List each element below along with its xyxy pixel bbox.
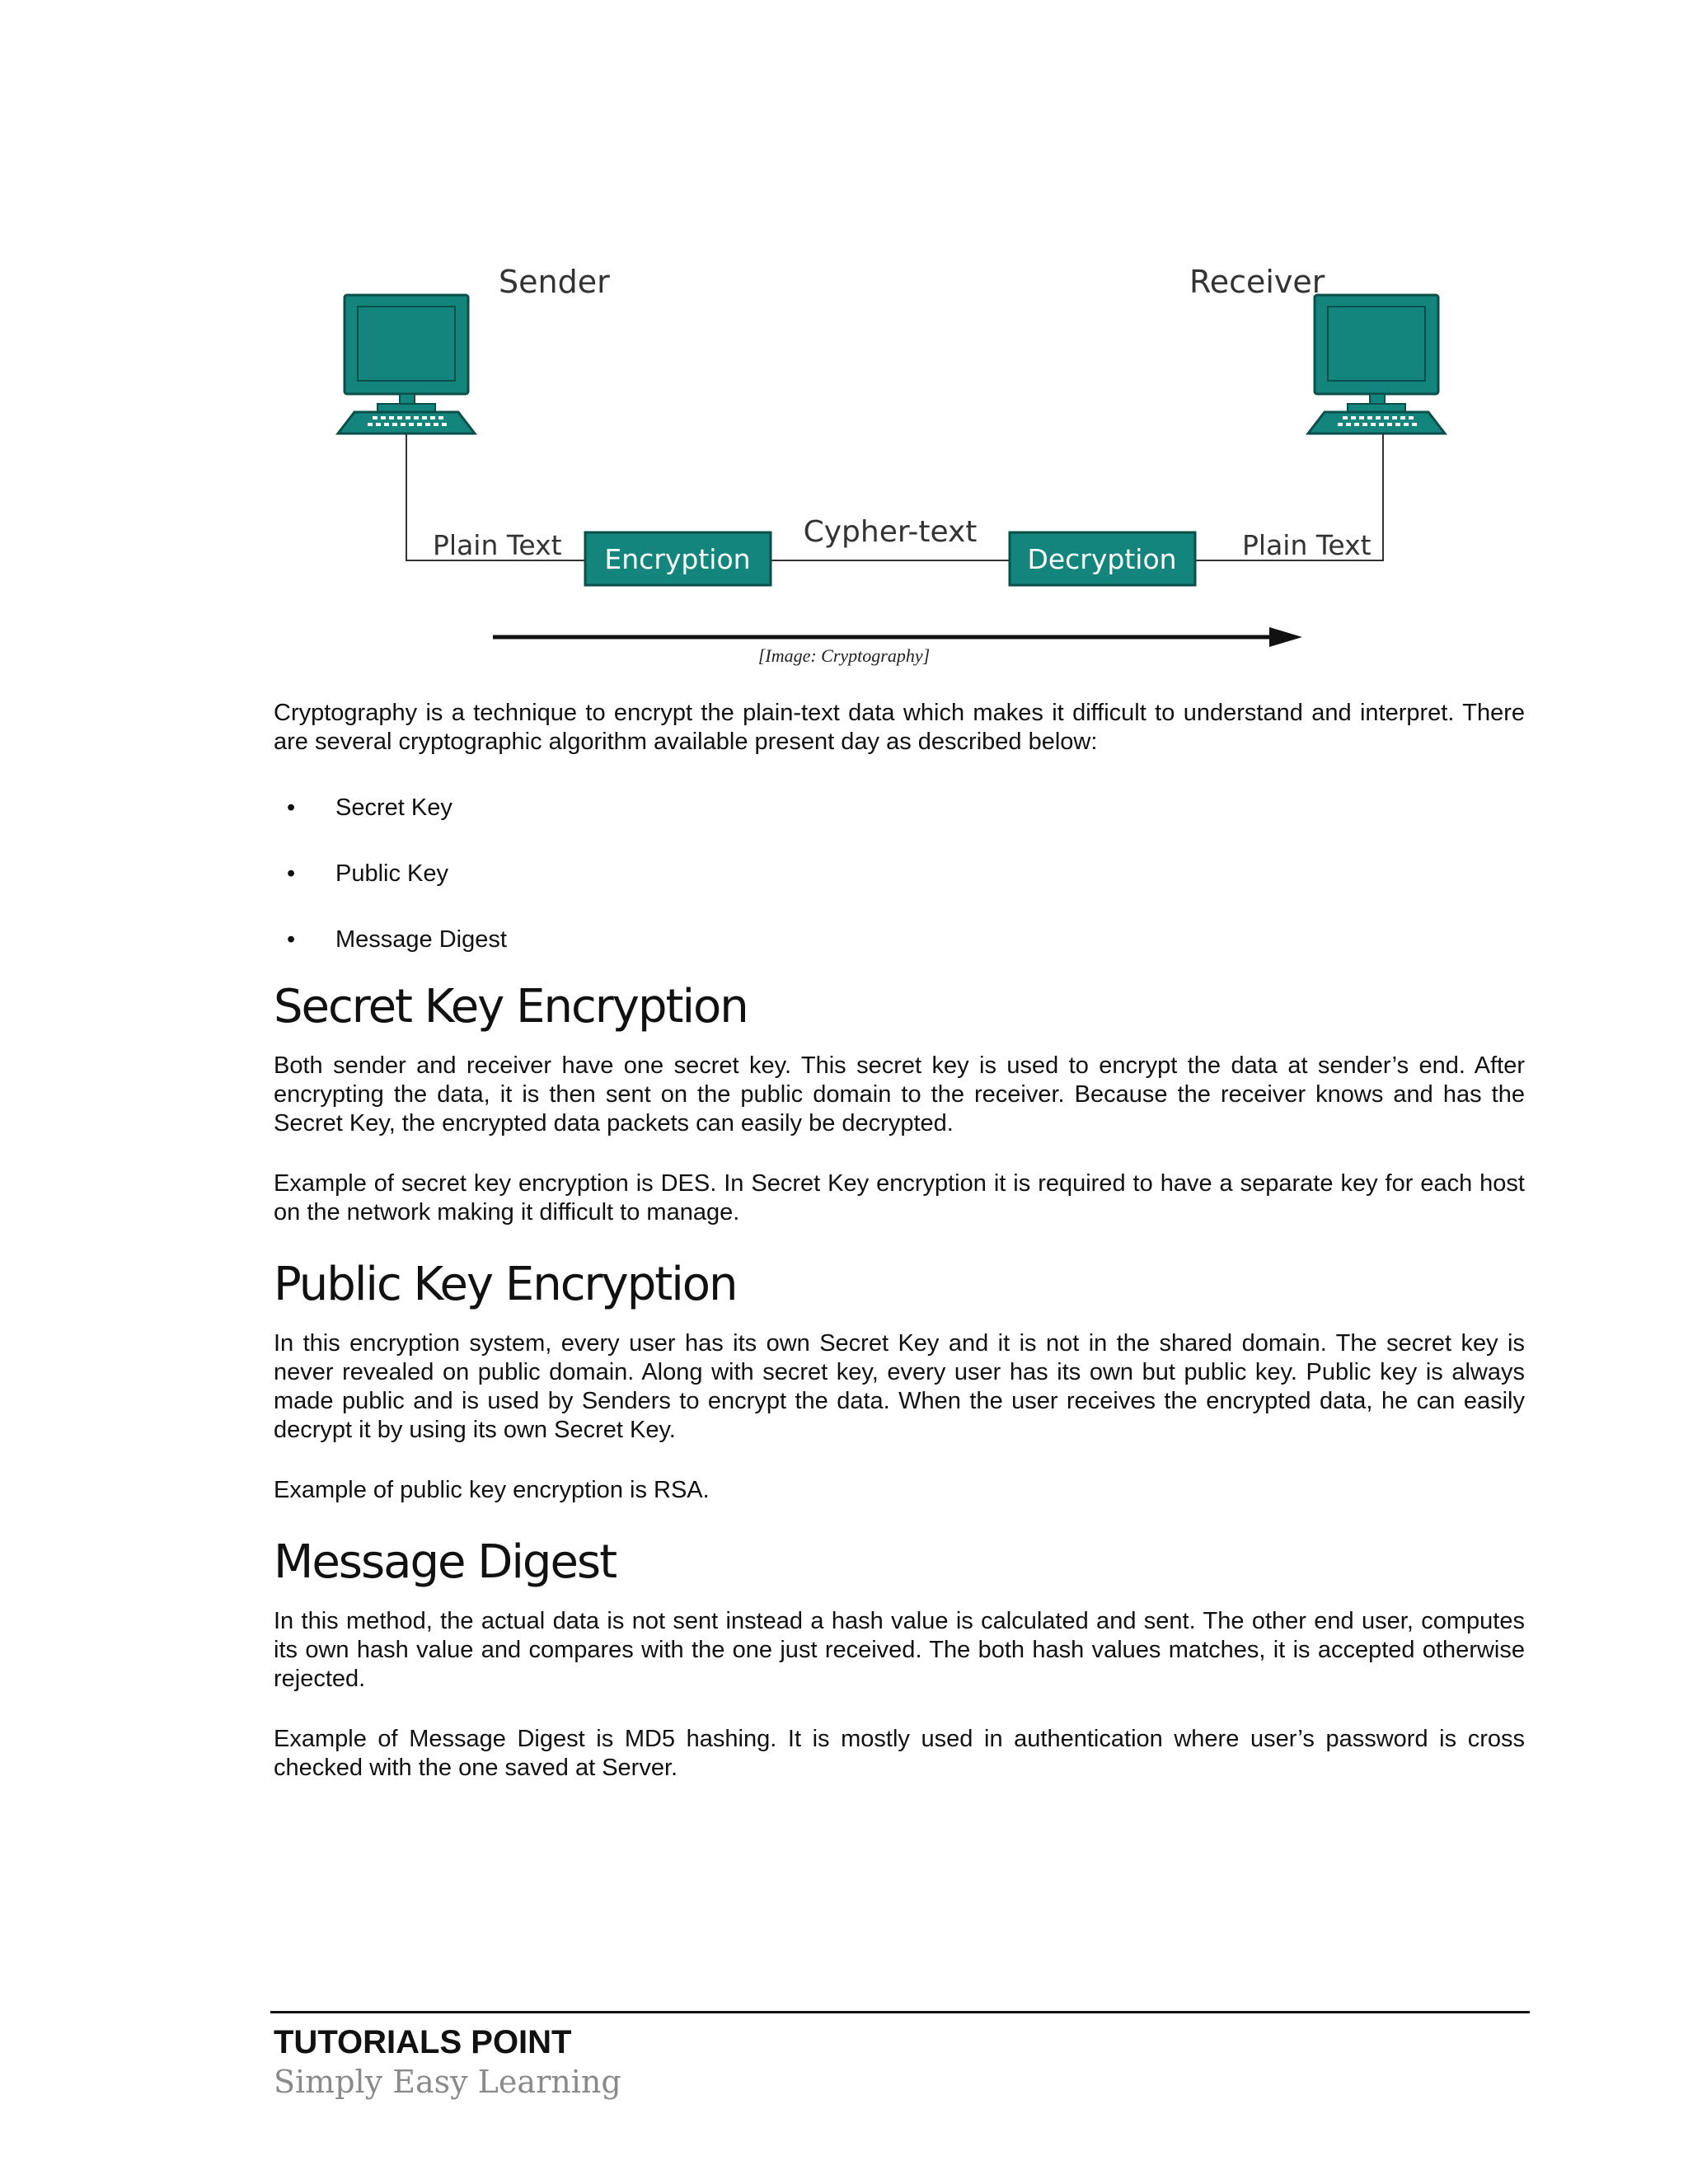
main-content (274, 699, 1525, 1783)
bullet-icon: • (287, 926, 296, 953)
footer-brand: TUTORIALS POINT (274, 2024, 572, 2060)
encryption-label: Encryption (604, 543, 751, 575)
public-key-paragraph-1: In this encryption system, every user has its own Secret Key and it is not in the shared domain. The secret key is never revealed on public domain. Along with secret key, every user has its own but public key. Public key is always made public and is used by Senders to encrypt the data. When the user receives the encrypted data, he can easily decrypt it by using its own Secret Key. (274, 1330, 1525, 1443)
heading-secret-key-encryption: Secret Key Encryption (274, 980, 748, 1033)
algorithm-list (274, 794, 1525, 954)
sender-label: Sender (499, 264, 610, 300)
cypher-text-label: Cypher-text (803, 515, 978, 549)
heading-public-key-encryption: Public Key Encryption (274, 1258, 737, 1311)
decryption-label: Decryption (1027, 543, 1177, 575)
sender-computer-icon (338, 295, 475, 434)
secret-key-paragraph-1: Both sender and receiver have one secret key. This secret key is used to encrypt the data at sender’s end. After encrypting the data, it is then sent on the public domain to the receiver. Because the receiver knows and has the Secret Key, the encrypted data packets can easily be decrypted. (274, 1052, 1525, 1137)
list-item: • Secret Key (287, 794, 452, 821)
message-digest-paragraph-1: In this method, the actual data is not sent instead a hash value is calculated and sent. The other end user, computes its own hash value and compares with the one just received. The both hash values matches, it is accepted otherwise rejected. (274, 1608, 1525, 1692)
heading-message-digest: Message Digest (274, 1535, 617, 1589)
list-item: • Public Key (287, 860, 449, 887)
public-key-paragraph-2: Example of public key encryption is RSA. (274, 1477, 710, 1503)
flow-arrow-icon (493, 627, 1302, 647)
bullet-icon: • (287, 794, 296, 821)
cryptography-diagram (313, 247, 1467, 676)
figure-caption: [Image: Cryptography] (757, 645, 931, 666)
footer-divider (270, 2011, 1530, 2013)
footer-tagline: Simply Easy Learning (274, 2064, 621, 2100)
intro-paragraph: Cryptography is a technique to encrypt the plain-text data which makes it difficult to understand and interpret. There are several cryptographic algorithm available present day as described below: (274, 700, 1525, 755)
plain-text-right-label: Plain Text (1242, 529, 1372, 561)
list-item: • Message Digest (287, 926, 507, 953)
receiver-label: Receiver (1189, 264, 1325, 300)
bullet-icon: • (287, 860, 296, 887)
plain-text-left-label: Plain Text (433, 529, 562, 561)
receiver-computer-icon (1308, 295, 1445, 434)
secret-key-paragraph-2: Example of secret key encryption is DES. In Secret Key encryption it is required to have a separate key for each host on the network making it difficult to manage. (274, 1170, 1525, 1226)
message-digest-paragraph-2: Example of Message Digest is MD5 hashing. It is mostly used in authentication where user’s password is cross checked with the one saved at Server. (274, 1726, 1525, 1781)
